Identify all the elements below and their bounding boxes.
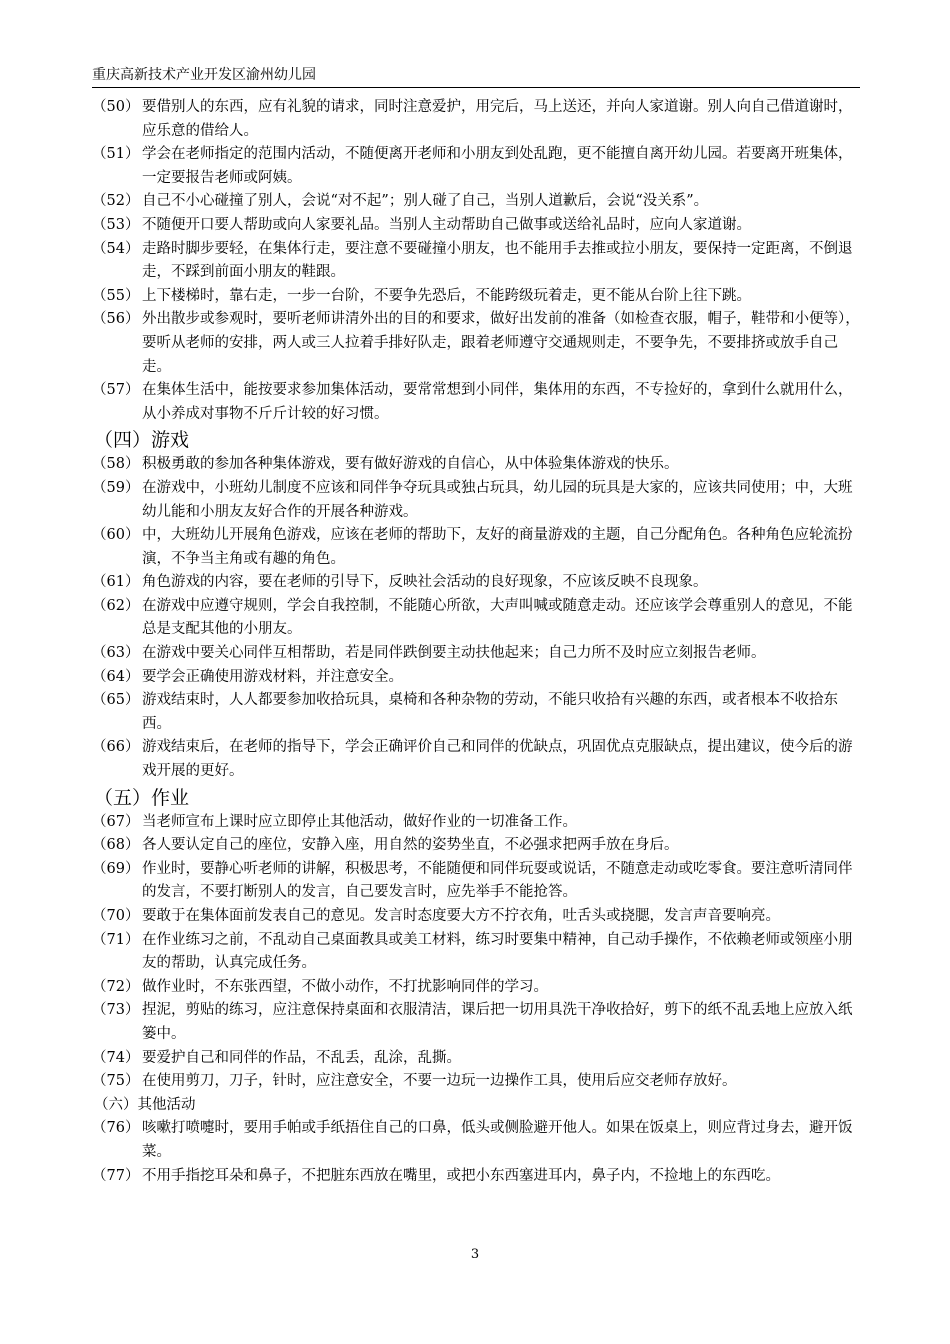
list-item — [92, 1165, 862, 1189]
item-number: （71） — [92, 931, 140, 948]
section-heading-homework: （五）作业 — [94, 786, 190, 809]
list-item — [92, 285, 862, 309]
list-item — [92, 595, 862, 642]
list-item — [92, 524, 862, 571]
item-text: 在使用剪刀，刀子，针时，应注意安全，不要一边玩一边操作工具，使用后应交老师存放好。 — [142, 1073, 737, 1090]
list-item — [92, 689, 862, 736]
item-number: （73） — [92, 1002, 140, 1019]
item-number: （64） — [92, 668, 140, 685]
item-text: 在集体生活中，能按要求参加集体活动，要常常想到小同伴，集体用的东西，不专捡好的，拿到什么就用什么，从小养成对事物不斤斤计较的好习惯。 — [142, 382, 853, 422]
list-item — [92, 308, 862, 379]
list-item — [92, 642, 862, 666]
item-text: 在作业练习之前，不乱动自己桌面教具或美工材料，练习时要集中精神，自己动手操作，不依赖老师或领座小朋友的帮助，认真完成任务。 — [142, 931, 853, 972]
list-item — [92, 666, 862, 690]
item-text: 中，大班幼儿开展角色游戏，应该在老师的帮助下，友好的商量游戏的主题，自己分配角色。各种角色应轮流扮演，不争当主角或有趣的角色。 — [142, 527, 853, 567]
item-text: 积极勇敢的参加各种集体游戏，要有做好游戏的自信心，从中体验集体游戏的快乐。 — [142, 456, 679, 473]
item-text: 要借别人的东西，应有礼貌的请求，同时注意爱护，用完后，马上送还，并向人家道谢。别人向自己借道谢时，应乐意的借给人。 — [142, 99, 853, 139]
item-text: 不随便开口要人帮助或向人家要礼品。当别人主动帮助自己做事或送给礼品时，应向人家道谢。 — [142, 216, 751, 233]
item-number: （53） — [92, 216, 140, 233]
page-number: 3 — [470, 1247, 480, 1262]
item-number: （56） — [92, 311, 140, 328]
rules-list-other — [92, 1117, 862, 1188]
list-item — [92, 571, 862, 595]
list-item — [92, 811, 862, 835]
list-item — [92, 976, 862, 1000]
item-text: 在游戏中要关心同伴互相帮助，若是同伴跌倒要主动扶他起来；自己力所不及时应立刻报告老师。 — [142, 645, 766, 662]
item-number: （62） — [92, 597, 140, 614]
item-number: （57） — [92, 382, 140, 399]
list-item — [92, 999, 862, 1046]
list-item — [92, 736, 862, 783]
item-text: 在游戏中，小班幼儿制度不应该和同伴争夺玩具或独占玩具，幼儿园的玩具是大家的，应该共同使用；中，大班幼儿能和小朋友友好合作的开展各种游戏。 — [142, 479, 853, 520]
item-number: （76） — [92, 1120, 140, 1137]
item-number: （60） — [92, 527, 140, 544]
list-item — [92, 858, 862, 905]
item-number: （52） — [92, 193, 140, 210]
list-item — [92, 1117, 862, 1164]
item-number: （61） — [92, 574, 140, 591]
list-item — [92, 143, 862, 190]
item-text: 上下楼梯时，靠右走，一步一台阶，不要争先恐后，不能跨级玩着走，更不能从台阶上往下跳。 — [142, 287, 751, 304]
item-number: （59） — [92, 479, 140, 496]
item-number: （65） — [92, 692, 140, 709]
item-number: （67） — [92, 813, 140, 830]
item-number: （50） — [92, 99, 140, 115]
item-text: 各人要认定自己的座位，安静入座，用自然的姿势坐直，不必强求把两手放在身后。 — [142, 837, 679, 854]
list-item — [92, 379, 862, 426]
item-number: （55） — [92, 287, 140, 304]
item-text: 要学会正确使用游戏材料，并注意安全。 — [142, 668, 403, 685]
list-item — [92, 96, 862, 143]
item-text: 在游戏中应遵守规则，学会自我控制，不能随心所欲，大声叫喊或随意走动。还应该学会尊重别人的意见，不能总是支配其他的小朋友。 — [142, 597, 853, 638]
item-number: （68） — [92, 837, 140, 854]
item-number: （75） — [92, 1073, 140, 1090]
item-text: 要敢于在集体面前发表自己的意见。发言时态度要大方不拧衣角，吐舌头或挠腮，发言声音要响亮。 — [142, 908, 780, 924]
section-heading-other-activities: （六）其他活动 — [94, 1096, 196, 1113]
rules-list-games — [92, 453, 862, 783]
item-text: 走路时脚步要轻，在集体行走，要注意不要碰撞小朋友，也不能用手去推或拉小朋友，要保持一定距离，不倒退走，不踩到前面小朋友的鞋跟。 — [142, 240, 853, 281]
item-text: 作业时，要静心听老师的讲解，积极思考，不能随便和同伴玩耍或说话，不随意走动或吃零食。要注意听清同伴的发言，不要打断别人的发言，自己要发言时，应先举手不能抢答。 — [142, 860, 853, 901]
page-content — [92, 96, 862, 1188]
item-number: （66） — [92, 739, 140, 756]
item-text: 要爱护自己和同伴的作品，不乱丢，乱涂，乱撕。 — [142, 1049, 461, 1066]
item-text: 自己不小心碰撞了别人，会说“对不起”；别人碰了自己，当别人道歉后，会说“没关系”。 — [142, 193, 709, 210]
item-text: 游戏结束后，在老师的指导下，学会正确评价自己和同伴的优缺点，巩固优点克服缺点，提出建议，使今后的游戏开展的更好。 — [142, 739, 853, 780]
list-item — [92, 190, 862, 214]
list-item — [92, 929, 862, 976]
item-number: （69） — [92, 860, 140, 877]
list-item — [92, 477, 862, 524]
item-text: 游戏结束时，人人都要参加收拾玩具，桌椅和各种杂物的劳动，不能只收拾有兴趣的东西，或者根本不收拾东西。 — [142, 692, 838, 732]
section-heading-games: （四）游戏 — [94, 429, 190, 452]
item-text: 捏泥，剪贴的练习，应注意保持桌面和衣服清洁，课后把一切用具洗干净收拾好，剪下的纸不乱丢地上应放入纸篓中。 — [142, 1002, 853, 1042]
item-text: 咳嗽打喷嚏时，要用手帕或手纸捂住自己的口鼻，低头或侧脸避开他人。如果在饭桌上，则应背过身去，避开饭菜。 — [142, 1120, 853, 1160]
item-number: （51） — [92, 146, 140, 163]
item-text: 外出散步或参观时，要听老师讲清外出的目的和要求，做好出发前的准备（如检查衣服，帽子，鞋带和小便等），要听从老师的安排，两人或三人拉着手排好队走，跟着老师遵守交通规则走，不要争先，不要排挤或放手自己走。 — [142, 311, 860, 375]
item-text: 当老师宣布上课时应立即停止其他活动，做好作业的一切准备工作。 — [142, 813, 577, 830]
item-number: （70） — [92, 908, 140, 924]
item-number: （77） — [92, 1167, 140, 1184]
item-text: 做作业时，不东张西望，不做小动作，不打扰影响同伴的学习。 — [142, 978, 548, 995]
page-header: 重庆高新技术产业开发区渝州幼儿园 — [92, 66, 860, 88]
item-number: （72） — [92, 978, 140, 995]
list-item — [92, 453, 862, 477]
list-item — [92, 238, 862, 285]
item-number: （58） — [92, 456, 140, 473]
list-item — [92, 1047, 862, 1071]
rules-list-homework — [92, 811, 862, 1094]
item-text: 不用手指挖耳朵和鼻子，不把脏东西放在嘴里，或把小东西塞进耳内，鼻子内，不捡地上的东西吃。 — [142, 1167, 780, 1184]
item-number: （54） — [92, 240, 140, 257]
item-number: （63） — [92, 645, 140, 662]
list-item — [92, 905, 862, 929]
item-text: 学会在老师指定的范围内活动，不随便离开老师和小朋友到处乱跑，更不能擅自离开幼儿园。若要离开班集体，一定要报告老师或阿姨。 — [142, 146, 853, 186]
rules-list-social — [92, 96, 862, 426]
list-item — [92, 834, 862, 858]
item-text: 角色游戏的内容，要在老师的引导下，反映社会活动的良好现象，不应该反映不良现象。 — [142, 574, 708, 591]
list-item — [92, 1070, 862, 1094]
item-number: （74） — [92, 1049, 140, 1066]
list-item — [92, 214, 862, 238]
